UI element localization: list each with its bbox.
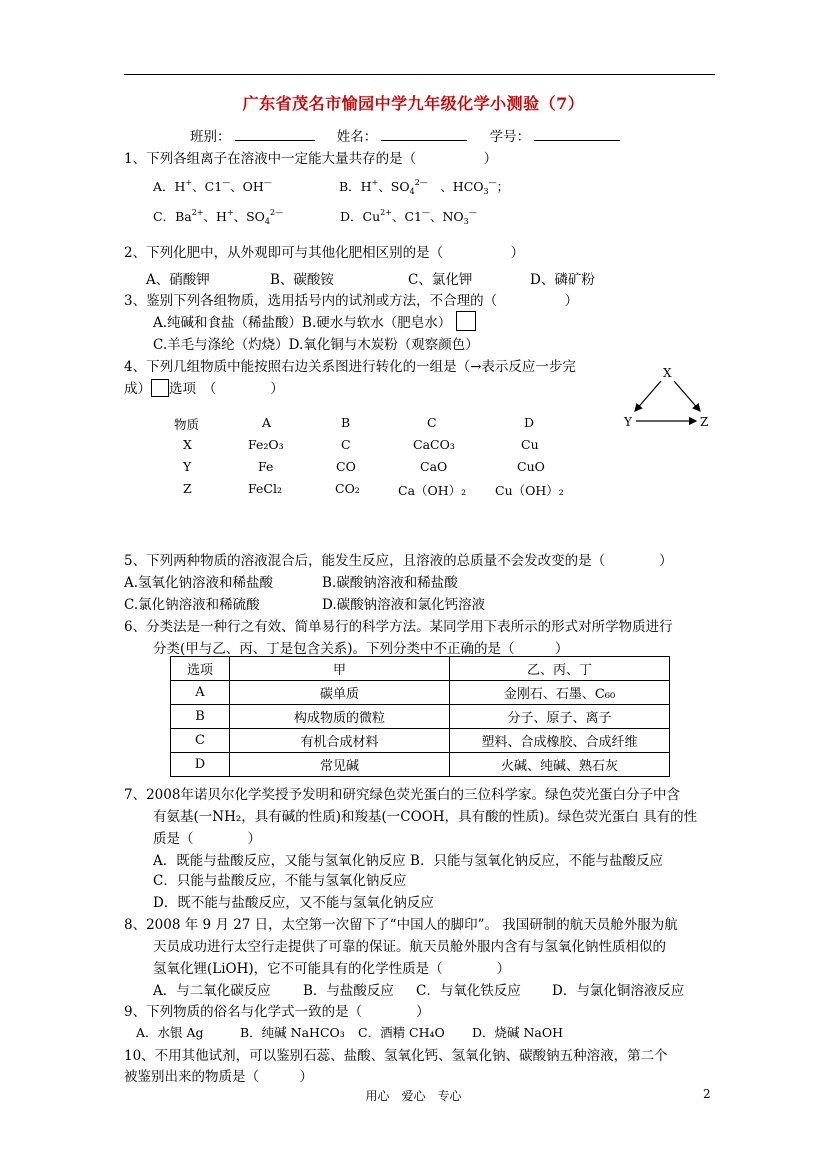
q8-option-d: D．与氯化铜溶液反应 — [552, 983, 685, 999]
q4-cell: Fe — [258, 459, 274, 474]
q4-cell: CaCO₃ — [413, 437, 455, 452]
page-title: 广东省茂名市愉园中学九年级化学小测验（7） — [242, 94, 585, 113]
answer-box[interactable] — [151, 379, 169, 397]
table-cell: A — [171, 681, 230, 705]
q1-option-d: D．$Cu^{2+}$、C1—、$NO_3^—$ — [340, 208, 477, 226]
q8-line-3: 氢氧化锂(LiOH)，它不可能具有的化学性质是（ ） — [153, 961, 511, 977]
table-cell: 塑料、合成橡胶、合成纤维 — [450, 729, 670, 753]
q4-cell: Cu（OH）₂ — [495, 483, 564, 498]
q9-option-a: A．水银 Ag — [136, 1025, 204, 1040]
q4-table-header-0: 物质 — [174, 417, 200, 432]
header-rule — [124, 74, 715, 75]
q2-option-c: C、氯化钾 — [408, 272, 473, 288]
name-label: 姓名： — [336, 129, 378, 145]
q9-option-b: B．纯碱 NaHCO₃ — [240, 1025, 345, 1040]
footer-motto: 用心 爱心 专心 — [365, 1089, 462, 1103]
table-row — [171, 681, 670, 705]
q8-option-c: C．与氧化铁反应 — [416, 983, 521, 999]
diagram-node-x: X — [663, 366, 672, 380]
q4-table-header-1: A — [262, 415, 272, 430]
diagram-node-y: Y — [624, 415, 632, 429]
q5-option-a: A.氢氧化钠溶液和稀盐酸 — [124, 575, 274, 591]
table-row — [171, 705, 670, 729]
q4-cell: Ca（OH）₂ — [398, 483, 467, 498]
q4-stem-line-2: 成） 选项 （ ） — [124, 381, 284, 397]
q5-stem: 5、下列两种物质的溶液混合后，能发生反应，且溶液的总质量不会发改变的是（ ） — [124, 553, 673, 569]
q10-line-2: 被鉴别出来的物质是（ ） — [124, 1069, 313, 1085]
id-blank[interactable] — [534, 128, 620, 141]
q9-option-d: D．烧碱 NaOH — [472, 1025, 564, 1040]
q4-cell: Cu — [521, 437, 539, 452]
q2-option-d: D、磷矿粉 — [530, 272, 595, 288]
q4-row-y-label: Y — [183, 459, 192, 474]
q10-line-1: 10、不用其他试剂，可以鉴别石蕊、盐酸、氢氧化钙、氢氧化钠、碳酸钠五种溶液，第二个 — [124, 1048, 668, 1064]
q8-option-a: A．与二氧化碳反应 — [153, 983, 271, 999]
q2-stem: 2、下列化肥中，从外观即可与其他化肥相区别的是（ ） — [124, 245, 525, 261]
table-cell: 常见碱 — [230, 753, 450, 777]
table-header-cell: 乙、丙、丁 — [450, 657, 670, 681]
q3-line-1: A.纯碱和食盐（稀盐酸）B.硬水与软水（肥皂水） — [153, 311, 476, 331]
table-row — [171, 753, 670, 777]
student-info-line — [190, 125, 626, 145]
q6-stem-line-2: 分类(甲与乙、丙、丁是包含关系)。下列分类中不正确的是（ ） — [153, 641, 569, 657]
q5-option-d: D.碳酸钠溶液和氯化钙溶液 — [322, 597, 486, 613]
q5-option-c: C.氯化钠溶液和稀硫酸 — [124, 597, 260, 613]
table-cell: 火碱、纯碱、熟石灰 — [450, 753, 670, 777]
table-header-cell: 甲 — [230, 657, 450, 681]
table-cell: 金刚石、石墨、C₆₀ — [450, 681, 670, 705]
table-header-row — [171, 657, 670, 681]
table-row — [171, 729, 670, 753]
relation-diagram — [612, 362, 722, 434]
table-cell: B — [171, 705, 230, 729]
q8-line-1: 8、2008 年 9 月 27 日，太空第一次留下了“中国人的脚印”。 我国研制的航天员舱外服为航 — [124, 917, 678, 933]
q3-line-2: C.羊毛与涤纶（灼烧）D.氧化铜与木炭粉（观察颜色） — [153, 337, 479, 353]
q7-option-d: D．既不能与盐酸反应，又不能与氢氧化钠反应 — [153, 895, 434, 911]
answer-box[interactable] — [456, 311, 476, 331]
table-header-cell: 选项 — [171, 657, 230, 681]
q4-row-z-label: Z — [183, 481, 192, 496]
q4-cell: CuO — [517, 459, 545, 474]
q4-cell: CO — [336, 459, 356, 474]
q7-line-1: 7、2008年诺贝尔化学奖授予发明和研究绿色荧光蛋白的三位科学家。绿色荧光蛋白分子中含 — [124, 787, 680, 803]
q1-option-c: C．$Ba^{2+}$、H+、$SO_4^{2—}$ — [153, 208, 284, 226]
q2-option-a: A、硝酸钾 — [146, 272, 210, 288]
q4-table-header-4: D — [524, 415, 535, 430]
q4-table-header-2: B — [341, 415, 351, 430]
q4-cell: Fe₂O₃ — [248, 437, 284, 452]
q2-option-b: B、碳酸铵 — [270, 272, 334, 288]
table-cell: 碳单质 — [230, 681, 450, 705]
q7-option-c: C．只能与盐酸反应，不能与氢氧化钠反应 — [153, 873, 407, 889]
classification-table — [170, 656, 670, 777]
q6-stem-line-1: 6、分类法是一种行之有效、简单易行的科学方法。某同学用下表所示的形式对所学物质进行 — [124, 619, 673, 635]
table-cell: D — [171, 753, 230, 777]
q7-option-ab: A．既能与盐酸反应，又能与氢氧化钠反应 B．只能与氢氧化钠反应，不能与盐酸反应 — [153, 853, 663, 869]
q7-line-3: 质是（ ） — [153, 831, 261, 847]
q4-cell: CaO — [420, 459, 448, 474]
q4-cell: CO₂ — [335, 481, 360, 496]
q9-option-c: C．酒精 CH₄O — [358, 1025, 445, 1040]
table-cell: 有机合成材料 — [230, 729, 450, 753]
table-cell: 分子、原子、离子 — [450, 705, 670, 729]
q1-stem: 1、下列各组离子在溶液中一定能大量共存的是（ ） — [124, 151, 498, 167]
q8-line-2: 天员成功进行太空行走提供了可靠的保证。航天员舱外服内含有与氢氧化钠性质相似的 — [153, 939, 666, 955]
class-label: 班别： — [190, 129, 231, 145]
q4-stem-line-1: 4、下列几组物质中能按照右边关系图进行转化的一组是（→表示反应一步完 — [124, 359, 576, 375]
class-blank[interactable] — [235, 128, 315, 141]
q1-option-b: B．H+、$SO_4^{2—}$ 、$HCO_3^—$； — [339, 178, 510, 196]
q1-option-a: A．H+、C1—、OH— — [153, 178, 272, 194]
arrow-x-to-y — [635, 381, 661, 411]
q8-option-b: B．与盐酸反应 — [303, 983, 394, 999]
q5-option-b: B.碳酸钠溶液和稀盐酸 — [322, 575, 458, 591]
table-cell: C — [171, 729, 230, 753]
q4-cell: FeCl₂ — [248, 481, 282, 496]
page-number: 2 — [703, 1087, 711, 1101]
q4-row-x-label: X — [183, 437, 192, 452]
arrow-x-to-z — [674, 381, 700, 411]
q7-line-2: 有氨基(一NH₂，具有碱的性质)和羧基(一COOH，具有酸的性质)。绿色荧光蛋白 具有的性 — [153, 809, 698, 825]
diagram-node-z: Z — [700, 415, 709, 429]
q4-cell: C — [341, 437, 351, 452]
q9-stem: 9、下列物质的俗名与化学式一致的是（ ） — [124, 1004, 430, 1020]
table-cell: 构成物质的微粒 — [230, 705, 450, 729]
name-blank[interactable] — [381, 128, 467, 141]
id-label: 学号： — [489, 129, 531, 145]
q3-stem: 3、鉴别下列各组物质，选用括号内的试剂或方法，不合理的（ ） — [124, 293, 579, 309]
q4-table-header-3: C — [427, 415, 437, 430]
